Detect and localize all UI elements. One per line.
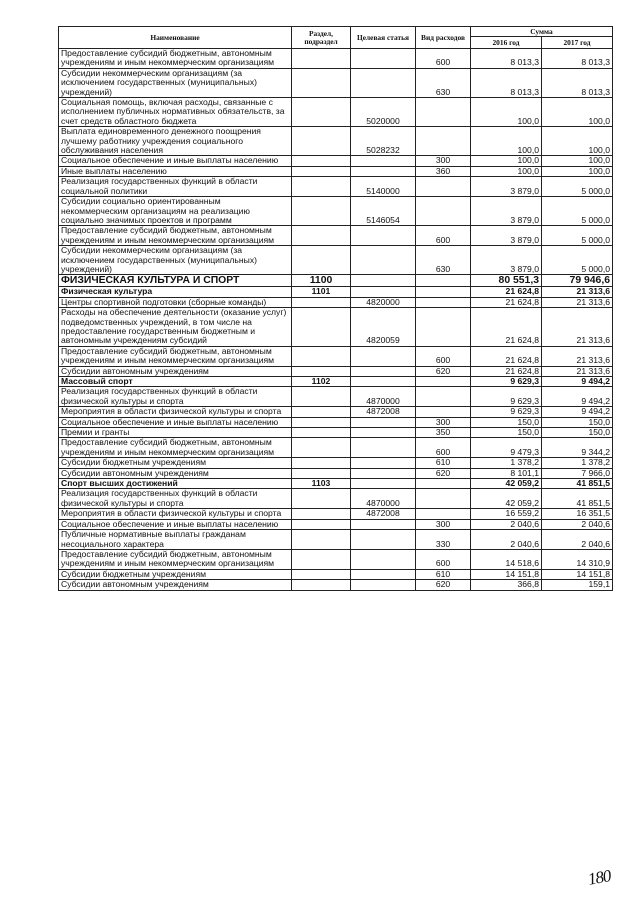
table-row bbox=[59, 156, 613, 166]
cell-name: Социальное обеспечение и иные выплаты населению bbox=[59, 156, 292, 166]
cell-sum-2017: 7 966,0 bbox=[542, 468, 613, 478]
cell-sum-2017: 1 378,2 bbox=[542, 458, 613, 468]
cell-name: Выплата единовременного денежного поощрения лучшему работнику учреждения социального обслуживания населения bbox=[59, 127, 292, 156]
cell-name: Мероприятия в области физической культуры и спорта bbox=[59, 407, 292, 417]
cell-sum-2016: 8 101,1 bbox=[471, 468, 542, 478]
table-row bbox=[59, 438, 613, 458]
cell-section bbox=[292, 458, 351, 468]
cell-article bbox=[351, 226, 416, 246]
cell-name: Социальное обеспечение и иные выплаты населению bbox=[59, 519, 292, 529]
cell-section: 1100 bbox=[292, 275, 351, 287]
cell-sum-2016: 1 378,2 bbox=[471, 458, 542, 468]
cell-name: Премии и гранты bbox=[59, 428, 292, 438]
cell-sum-2016: 3 879,0 bbox=[471, 246, 542, 275]
cell-sum-2017: 2 040,6 bbox=[542, 530, 613, 550]
cell-section bbox=[292, 438, 351, 458]
cell-sum-2016: 100,0 bbox=[471, 156, 542, 166]
cell-sum-2016: 21 624,8 bbox=[471, 346, 542, 366]
table-row bbox=[59, 407, 613, 417]
cell-article bbox=[351, 377, 416, 387]
cell-article bbox=[351, 49, 416, 69]
cell-kind bbox=[416, 127, 471, 156]
cell-name: Субсидии социально ориентированным некоммерческим организациям на реализацию социально значимых проектов и программ bbox=[59, 197, 292, 226]
table-row bbox=[59, 569, 613, 579]
cell-kind bbox=[416, 509, 471, 519]
header-section: Раздел, подраздел bbox=[292, 27, 351, 49]
cell-sum-2016: 2 040,6 bbox=[471, 530, 542, 550]
cell-sum-2017: 16 351,5 bbox=[542, 509, 613, 519]
cell-sum-2017: 41 851,5 bbox=[542, 489, 613, 509]
cell-sum-2016: 14 151,8 bbox=[471, 569, 542, 579]
cell-article bbox=[351, 479, 416, 489]
cell-sum-2016: 9 479,3 bbox=[471, 438, 542, 458]
cell-sum-2017: 14 310,9 bbox=[542, 549, 613, 569]
cell-name: Субсидии некоммерческим организациям (за исключением государственных (муниципальных) учреждений) bbox=[59, 68, 292, 97]
cell-article: 4820000 bbox=[351, 297, 416, 307]
cell-sum-2016: 21 624,8 bbox=[471, 287, 542, 297]
cell-sum-2017: 5 000,0 bbox=[542, 197, 613, 226]
cell-kind: 360 bbox=[416, 166, 471, 176]
cell-name: Центры спортивной подготовки (сборные команды) bbox=[59, 297, 292, 307]
cell-name: Субсидии бюджетным учреждениям bbox=[59, 569, 292, 579]
cell-name: Спорт высших достижений bbox=[59, 479, 292, 489]
cell-kind: 350 bbox=[416, 428, 471, 438]
cell-sum-2016: 2 040,6 bbox=[471, 519, 542, 529]
cell-article bbox=[351, 549, 416, 569]
cell-section bbox=[292, 519, 351, 529]
table-row bbox=[59, 366, 613, 376]
header-kind: Вид расходов bbox=[416, 27, 471, 49]
cell-article bbox=[351, 468, 416, 478]
cell-section bbox=[292, 366, 351, 376]
table-row bbox=[59, 246, 613, 275]
cell-sum-2017: 21 313,6 bbox=[542, 297, 613, 307]
cell-article bbox=[351, 287, 416, 297]
cell-article bbox=[351, 458, 416, 468]
cell-name: ФИЗИЧЕСКАЯ КУЛЬТУРА И СПОРТ bbox=[59, 275, 292, 287]
cell-kind: 630 bbox=[416, 246, 471, 275]
table-row bbox=[59, 468, 613, 478]
cell-kind: 610 bbox=[416, 458, 471, 468]
cell-article bbox=[351, 417, 416, 427]
cell-kind: 300 bbox=[416, 156, 471, 166]
cell-sum-2016: 150,0 bbox=[471, 428, 542, 438]
cell-article bbox=[351, 530, 416, 550]
cell-section bbox=[292, 509, 351, 519]
cell-sum-2017: 100,0 bbox=[542, 156, 613, 166]
cell-sum-2017: 9 494,2 bbox=[542, 377, 613, 387]
cell-section bbox=[292, 569, 351, 579]
cell-sum-2017: 5 000,0 bbox=[542, 246, 613, 275]
table-row bbox=[59, 549, 613, 569]
cell-kind bbox=[416, 407, 471, 417]
cell-name: Предоставление субсидий бюджетным, автономным учреждениям и иным некоммерческим организациям bbox=[59, 438, 292, 458]
cell-section bbox=[292, 387, 351, 407]
cell-name: Социальная помощь, включая расходы, связанные с исполнением публичных нормативных обязательств, за счет средств областного бюджета bbox=[59, 98, 292, 127]
cell-sum-2016: 100,0 bbox=[471, 166, 542, 176]
cell-kind bbox=[416, 308, 471, 347]
cell-sum-2017: 21 313,6 bbox=[542, 366, 613, 376]
cell-sum-2016: 80 551,3 bbox=[471, 275, 542, 287]
cell-sum-2016: 150,0 bbox=[471, 417, 542, 427]
cell-sum-2017: 9 494,2 bbox=[542, 387, 613, 407]
cell-sum-2017: 21 313,6 bbox=[542, 287, 613, 297]
page-number: 180 bbox=[586, 866, 612, 889]
cell-sum-2016: 100,0 bbox=[471, 98, 542, 127]
table-row bbox=[59, 428, 613, 438]
table-row bbox=[59, 308, 613, 347]
cell-article: 4872008 bbox=[351, 509, 416, 519]
cell-name: Физическая культура bbox=[59, 287, 292, 297]
table-row bbox=[59, 177, 613, 197]
cell-kind bbox=[416, 377, 471, 387]
cell-sum-2017: 150,0 bbox=[542, 417, 613, 427]
cell-article bbox=[351, 519, 416, 529]
cell-kind bbox=[416, 387, 471, 407]
cell-section bbox=[292, 308, 351, 347]
cell-article: 5028232 bbox=[351, 127, 416, 156]
cell-kind: 300 bbox=[416, 519, 471, 529]
cell-section bbox=[292, 346, 351, 366]
cell-sum-2016: 3 879,0 bbox=[471, 197, 542, 226]
table-row bbox=[59, 479, 613, 489]
cell-sum-2017: 100,0 bbox=[542, 98, 613, 127]
cell-article: 5020000 bbox=[351, 98, 416, 127]
table-row bbox=[59, 387, 613, 407]
cell-name: Социальное обеспечение и иные выплаты населению bbox=[59, 417, 292, 427]
cell-sum-2017: 159,1 bbox=[542, 580, 613, 590]
cell-kind bbox=[416, 489, 471, 509]
cell-sum-2017: 100,0 bbox=[542, 166, 613, 176]
cell-article bbox=[351, 68, 416, 97]
table-row bbox=[59, 127, 613, 156]
table-row bbox=[59, 417, 613, 427]
cell-section bbox=[292, 297, 351, 307]
table-row bbox=[59, 49, 613, 69]
cell-sum-2016: 42 059,2 bbox=[471, 479, 542, 489]
cell-sum-2017: 41 851,5 bbox=[542, 479, 613, 489]
cell-section bbox=[292, 468, 351, 478]
cell-name: Субсидии бюджетным учреждениям bbox=[59, 458, 292, 468]
table-row bbox=[59, 297, 613, 307]
table-row bbox=[59, 166, 613, 176]
cell-name: Реализация государственных функций в области социальной политики bbox=[59, 177, 292, 197]
cell-name: Предоставление субсидий бюджетным, автономным учреждениям и иным некоммерческим организациям bbox=[59, 226, 292, 246]
table-row bbox=[59, 519, 613, 529]
cell-section bbox=[292, 489, 351, 509]
cell-name: Мероприятия в области физической культуры и спорта bbox=[59, 509, 292, 519]
cell-article bbox=[351, 366, 416, 376]
cell-sum-2016: 3 879,0 bbox=[471, 177, 542, 197]
cell-kind bbox=[416, 479, 471, 489]
cell-section: 1103 bbox=[292, 479, 351, 489]
cell-section bbox=[292, 68, 351, 97]
cell-name: Иные выплаты населению bbox=[59, 166, 292, 176]
cell-sum-2017: 8 013,3 bbox=[542, 49, 613, 69]
cell-sum-2017: 5 000,0 bbox=[542, 177, 613, 197]
header-name: Наименование bbox=[59, 27, 292, 49]
budget-table bbox=[58, 26, 613, 591]
cell-section bbox=[292, 407, 351, 417]
cell-name: Массовый спорт bbox=[59, 377, 292, 387]
cell-name: Реализация государственных функций в области физической культуры и спорта bbox=[59, 489, 292, 509]
table-row bbox=[59, 197, 613, 226]
cell-section bbox=[292, 530, 351, 550]
cell-article bbox=[351, 346, 416, 366]
cell-article bbox=[351, 569, 416, 579]
cell-sum-2016: 9 629,3 bbox=[471, 407, 542, 417]
cell-sum-2016: 8 013,3 bbox=[471, 68, 542, 97]
cell-sum-2017: 9 344,2 bbox=[542, 438, 613, 458]
cell-kind: 620 bbox=[416, 580, 471, 590]
cell-section bbox=[292, 49, 351, 69]
cell-name: Предоставление субсидий бюджетным, автономным учреждениям и иным некоммерческим организациям bbox=[59, 49, 292, 69]
cell-sum-2016: 14 518,6 bbox=[471, 549, 542, 569]
cell-sum-2017: 21 313,6 bbox=[542, 308, 613, 347]
cell-name: Субсидии автономным учреждениям bbox=[59, 468, 292, 478]
header-article: Целевая статья bbox=[351, 27, 416, 49]
cell-name: Публичные нормативные выплаты гражданам несоциального характера bbox=[59, 530, 292, 550]
cell-name: Предоставление субсидий бюджетным, автономным учреждениям и иным некоммерческим организациям bbox=[59, 346, 292, 366]
cell-sum-2016: 9 629,3 bbox=[471, 387, 542, 407]
cell-sum-2017: 150,0 bbox=[542, 428, 613, 438]
table-row bbox=[59, 68, 613, 97]
cell-article bbox=[351, 580, 416, 590]
cell-article bbox=[351, 166, 416, 176]
cell-sum-2017: 14 151,8 bbox=[542, 569, 613, 579]
cell-kind: 600 bbox=[416, 49, 471, 69]
table-row bbox=[59, 287, 613, 297]
cell-kind: 630 bbox=[416, 68, 471, 97]
cell-section bbox=[292, 197, 351, 226]
cell-article bbox=[351, 156, 416, 166]
cell-article bbox=[351, 438, 416, 458]
table-row bbox=[59, 489, 613, 509]
cell-kind bbox=[416, 287, 471, 297]
cell-section bbox=[292, 156, 351, 166]
cell-sum-2017: 9 494,2 bbox=[542, 407, 613, 417]
table-body bbox=[59, 49, 613, 591]
cell-section: 1101 bbox=[292, 287, 351, 297]
cell-kind: 330 bbox=[416, 530, 471, 550]
cell-kind bbox=[416, 177, 471, 197]
cell-section bbox=[292, 580, 351, 590]
header-year-2016: 2016 год bbox=[471, 37, 542, 49]
table-row bbox=[59, 275, 613, 287]
cell-name: Реализация государственных функций в области физической культуры и спорта bbox=[59, 387, 292, 407]
cell-kind: 620 bbox=[416, 468, 471, 478]
cell-section bbox=[292, 177, 351, 197]
cell-kind: 600 bbox=[416, 549, 471, 569]
cell-section bbox=[292, 98, 351, 127]
cell-kind bbox=[416, 275, 471, 287]
cell-sum-2017: 21 313,6 bbox=[542, 346, 613, 366]
cell-sum-2016: 3 879,0 bbox=[471, 226, 542, 246]
cell-section bbox=[292, 226, 351, 246]
cell-sum-2016: 8 013,3 bbox=[471, 49, 542, 69]
table-row bbox=[59, 377, 613, 387]
cell-sum-2017: 5 000,0 bbox=[542, 226, 613, 246]
table-row bbox=[59, 509, 613, 519]
header-sum: Сумма bbox=[471, 27, 613, 37]
cell-sum-2016: 42 059,2 bbox=[471, 489, 542, 509]
cell-sum-2016: 21 624,8 bbox=[471, 308, 542, 347]
cell-kind: 610 bbox=[416, 569, 471, 579]
cell-name: Субсидии автономным учреждениям bbox=[59, 366, 292, 376]
table-row bbox=[59, 458, 613, 468]
table-row bbox=[59, 530, 613, 550]
cell-section bbox=[292, 549, 351, 569]
cell-sum-2017: 79 946,6 bbox=[542, 275, 613, 287]
cell-article bbox=[351, 246, 416, 275]
cell-kind bbox=[416, 297, 471, 307]
table-row bbox=[59, 98, 613, 127]
cell-sum-2016: 366,8 bbox=[471, 580, 542, 590]
cell-sum-2016: 16 559,2 bbox=[471, 509, 542, 519]
cell-sum-2016: 100,0 bbox=[471, 127, 542, 156]
cell-sum-2016: 9 629,3 bbox=[471, 377, 542, 387]
cell-section bbox=[292, 127, 351, 156]
cell-kind: 600 bbox=[416, 346, 471, 366]
cell-article: 4870000 bbox=[351, 387, 416, 407]
cell-kind: 620 bbox=[416, 366, 471, 376]
cell-kind: 600 bbox=[416, 226, 471, 246]
cell-section bbox=[292, 417, 351, 427]
cell-article: 4872008 bbox=[351, 407, 416, 417]
cell-article: 5146054 bbox=[351, 197, 416, 226]
cell-sum-2016: 21 624,8 bbox=[471, 297, 542, 307]
cell-kind bbox=[416, 98, 471, 127]
cell-kind: 300 bbox=[416, 417, 471, 427]
table-header-row bbox=[59, 27, 613, 37]
cell-kind: 600 bbox=[416, 438, 471, 458]
cell-section bbox=[292, 428, 351, 438]
cell-article: 4820059 bbox=[351, 308, 416, 347]
table-row bbox=[59, 226, 613, 246]
cell-name: Субсидии автономным учреждениям bbox=[59, 580, 292, 590]
cell-article bbox=[351, 275, 416, 287]
cell-sum-2017: 8 013,3 bbox=[542, 68, 613, 97]
cell-article bbox=[351, 428, 416, 438]
cell-name: Субсидии некоммерческим организациям (за исключением государственных (муниципальных) учреждений) bbox=[59, 246, 292, 275]
cell-section: 1102 bbox=[292, 377, 351, 387]
cell-article: 5140000 bbox=[351, 177, 416, 197]
table-row bbox=[59, 346, 613, 366]
cell-sum-2017: 100,0 bbox=[542, 127, 613, 156]
cell-section bbox=[292, 166, 351, 176]
cell-sum-2016: 21 624,8 bbox=[471, 366, 542, 376]
cell-kind bbox=[416, 197, 471, 226]
cell-name: Предоставление субсидий бюджетным, автономным учреждениям и иным некоммерческим организациям bbox=[59, 549, 292, 569]
cell-name: Расходы на обеспечение деятельности (оказание услуг) подведомственных учреждений, в том числе на предоставление государственным бюджетным и автономным учреждениям субсидий bbox=[59, 308, 292, 347]
table-row bbox=[59, 580, 613, 590]
cell-article: 4870000 bbox=[351, 489, 416, 509]
header-year-2017: 2017 год bbox=[542, 37, 613, 49]
cell-sum-2017: 2 040,6 bbox=[542, 519, 613, 529]
cell-section bbox=[292, 246, 351, 275]
